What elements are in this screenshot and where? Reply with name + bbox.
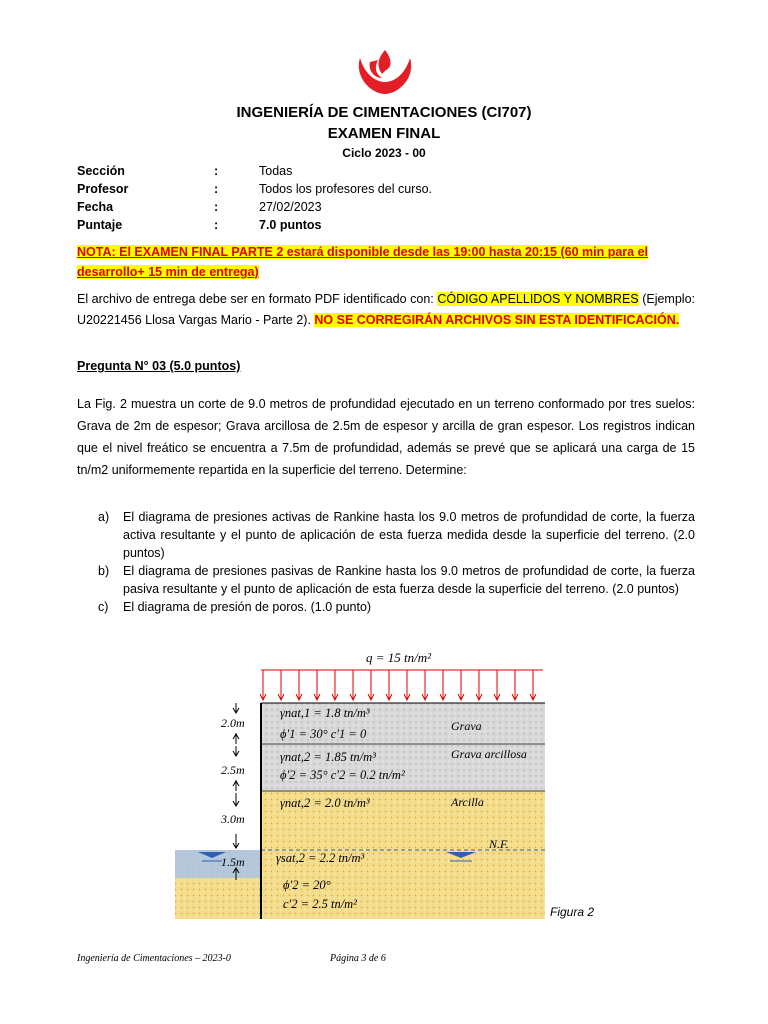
dim-1-5m: 1.5m: [221, 855, 245, 869]
delivery-instructions: [77, 289, 695, 330]
layer3-gamma-sat: γsat,2 = 2.2 tn/m³: [276, 851, 365, 865]
footer-course: Ingeniería de Cimentaciones – 2023-0: [77, 953, 231, 964]
note-prefix: NOTA:: [77, 245, 116, 259]
info-row-profesor: [77, 180, 432, 198]
cycle-label: Ciclo 2023 - 00: [342, 146, 426, 160]
exam-title: EXAMEN FINAL: [327, 125, 441, 142]
info-label: Sección: [77, 164, 125, 178]
dim-3-0m: 3.0m: [221, 812, 245, 826]
item-marker: a): [98, 510, 110, 524]
exam-note: [77, 242, 695, 282]
list-item: [98, 562, 695, 598]
question-items: [98, 508, 695, 616]
question-title: Pregunta N° 03 (5.0 puntos): [77, 359, 241, 373]
load-label: q = 15 tn/m²: [366, 650, 432, 665]
water-table-label: N.F.: [489, 837, 509, 851]
layer2-params: ϕ′2 = 35° c′2 = 0.2 tn/m²: [280, 768, 405, 782]
info-label: Puntaje: [77, 218, 123, 232]
delivery-text-2: (Ejemplo: U20221456 Llosa Vargas Mario - Parte 2).: [77, 292, 695, 327]
info-label: Profesor: [77, 182, 129, 196]
info-row-fecha: [77, 198, 432, 216]
load-arrows: [260, 670, 536, 700]
list-item: [98, 598, 695, 616]
info-value: Todas: [259, 164, 293, 178]
item-text: El diagrama de presión de poros. (1.0 punto): [123, 600, 372, 614]
layer3-c: c′2 = 2.5 tn/m²: [283, 897, 357, 911]
course-title: INGENIERÍA DE CIMENTACIONES (CI707): [236, 104, 532, 121]
layer1-name: Grava: [451, 719, 482, 733]
item-marker: b): [98, 564, 110, 578]
info-value: 27/02/2023: [259, 200, 322, 214]
delivery-warning: NO SE CORREGIRÁN ARCHIVOS SIN ESTA IDENTIFICACIÓN.: [314, 312, 680, 327]
soil-profile-figure: [0, 640, 768, 930]
question-text: La Fig. 2 muestra un corte de 9.0 metros de profundidad ejecutado en un terreno conformado por tres suelos: Grava de 2m de espesor; Grava arcillosa de 2.5m de espesor y arcilla de gran espesor. Los registros indican que el nivel freático se encuentra a 7.5m de profundidad, además se prevé que se aplicará una carga de 15 tn/m2 uniformemente repartida en la superficie del terreno. Determine:: [77, 397, 695, 477]
footer-page: Página 3 de 6: [330, 953, 386, 964]
info-label: Fecha: [77, 200, 114, 214]
dim-2-0m: 2.0m: [221, 716, 245, 730]
info-row-seccion: [77, 162, 432, 180]
university-logo: [352, 48, 418, 96]
figure-caption: Figura 2: [550, 905, 595, 919]
info-sep: :: [214, 182, 219, 196]
info-sep: :: [214, 164, 219, 178]
note-text: El EXAMEN FINAL PARTE 2 estará disponible desde las 19:00 hasta 20:15 (60 min para el desarrollo+ 15 min de entrega): [77, 245, 649, 279]
delivery-text-1: El archivo de entrega debe ser en formato PDF identificado con:: [77, 292, 438, 306]
info-sep: :: [214, 218, 219, 232]
list-item: [98, 508, 695, 562]
layer1-params: ϕ′1 = 30° c′1 = 0: [280, 727, 367, 741]
delivery-highlight: CÓDIGO APELLIDOS Y NOMBRES: [437, 292, 639, 306]
layer3-phi: ϕ′2 = 20°: [283, 878, 331, 892]
item-text: El diagrama de presiones activas de Rankine hasta los 9.0 metros de profundidad de corte, la fuerza activa resultante y el punto de aplicación de esta fuerza medida desde la superficie del terreno. (2.0 puntos): [123, 510, 695, 560]
info-value: 7.0 puntos: [259, 218, 322, 232]
layer2-gamma: γnat,2 = 1.85 tn/m³: [280, 750, 376, 764]
layer3-gamma: γnat,2 = 2.0 tn/m³: [280, 796, 370, 810]
info-value: Todos los profesores del curso.: [259, 182, 433, 196]
info-sep: :: [214, 200, 219, 214]
item-marker: c): [98, 600, 109, 614]
item-text: El diagrama de presiones pasivas de Rankine hasta los 9.0 metros de profundidad de corte, la fuerza pasiva resultante y el punto de aplicación de esta fuerza desde la superficie del terreno. (2.0 puntos): [123, 564, 695, 596]
layer2-name: Grava arcillosa: [451, 747, 527, 761]
exam-info: [77, 162, 432, 234]
layer3-name: Arcilla: [451, 795, 484, 809]
dim-2-5m: 2.5m: [221, 763, 245, 777]
layer1-gamma: γnat,1 = 1.8 tn/m³: [280, 706, 370, 720]
info-row-puntaje: [77, 216, 432, 234]
